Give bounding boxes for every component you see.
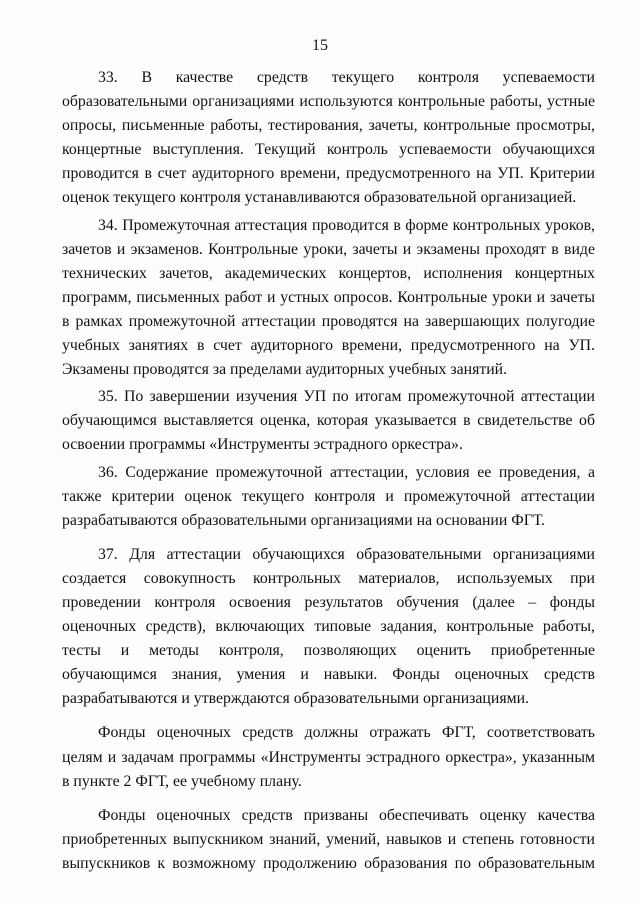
page-number: 15: [312, 37, 328, 54]
document-body: [62, 66, 595, 876]
paragraph-34: 34. Промежуточная аттестация проводится в форме контрольных уроков, зачетов и экзаменов. Контрольные уроки, зачеты и экзамены проходят в виде технических зачетов, академических концертов, исполнения концертных программ, письменных работ и устных опросов. Контрольные уроки и зачеты в рамках промежуточной аттестации проводятся на завершающих полугодие учебных занятиях в счет аудиторного времени, предусмотренного на УП. Экзамены проводятся за пределами аудиторных учебных занятий.: [62, 216, 595, 379]
paragraph-37: 37. Для аттестации обучающихся образовательными организациями создается совокупность контрольных материалов, используемых при проведении контроля освоения результатов обучения (далее – фонды оценочных средств), включающих типовые задания, контрольные работы, тесты и методы контроля, позволяющих оценить приобретенные обучающимся знания, умения и навыки. Фонды оценочных средств разрабатываются и утверждаются образовательными организациями.: [62, 545, 595, 708]
paragraph-33: 33. В качестве средств текущего контроля успеваемости образовательными организациями используются контрольные работы, устные опросы, письменные работы, тестирования, зачеты, контрольные просмотры, концертные выступления. Текущий контроль успеваемости обучающихся проводится в счет аудиторного времени, предусмотренного на УП. Критерии оценок текущего контроля устанавливаются образовательной организацией.: [62, 69, 595, 207]
paragraph-35: 35. По завершении изучения УП по итогам промежуточной аттестации обучающимся выставляется оценка, которая указывается в свидетельстве об освоении программы «Инструменты эстрадного оркестра».: [62, 388, 595, 454]
paragraph-assessment-funds-purpose: Фонды оценочных средств призваны обеспечивать оценку качества приобретенных выпускником знаний, умений, навыков и степень готовности выпускников к возможному продолжению образования по образовательным: [62, 806, 595, 872]
paragraph-36: 36. Содержание промежуточной аттестации, условия ее проведения, а также критерии оценок текущего контроля и промежуточной аттестации разрабатываются образовательными организациями на основании ФГТ.: [62, 463, 595, 529]
paragraph-assessment-funds-requirements: Фонды оценочных средств должны отражать ФГТ, соответствовать целям и задачам программы «Инструменты эстрадного оркестра», указанным в пункте 2 ФГТ, ее учебному плану.: [62, 724, 595, 790]
